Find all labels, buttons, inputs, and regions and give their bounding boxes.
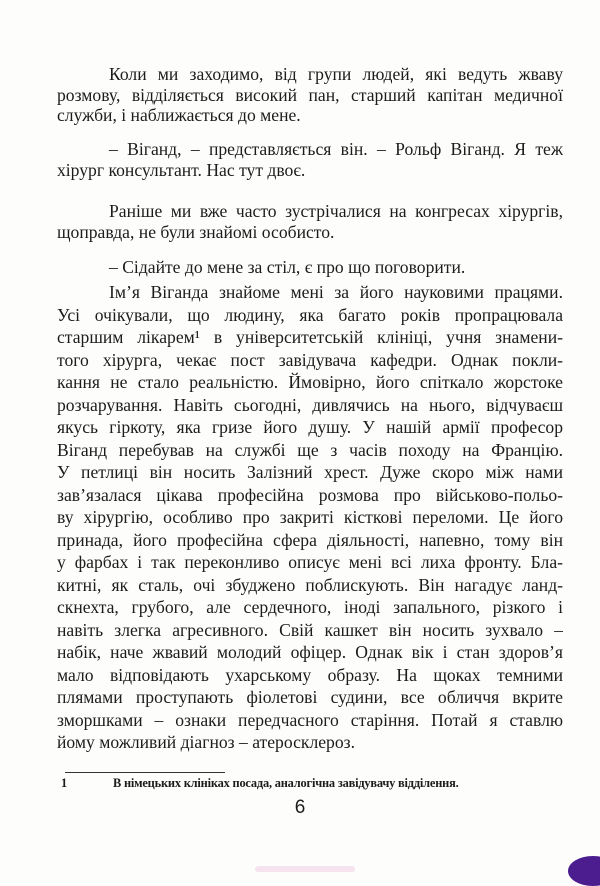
text-line: Раніше ми вже часто зустрічалися на конгресах хірургів, <box>109 201 563 221</box>
text-line: набік, наче жвавий молодий офіцер. Однак вік і стан здоров’я <box>57 642 563 662</box>
text-line: китні, як сталь, очі збуджено поблискують. Він нагадує ланд- <box>57 574 563 595</box>
text-line: йому можливий діагноз – атеросклероз. <box>57 732 355 752</box>
text-line: розчарування. Навіть сьогодні, дивлячись на нього, відчуваєш <box>57 394 563 415</box>
footnote-text: В німецьких клініках посада, аналогічна завідувачу відділення. <box>113 776 459 790</box>
text-line: щоправда, не були знайомі особисто. <box>57 221 335 242</box>
text-line: ву хірургію, особливо про закриті кісткові переломи. Це його <box>57 507 563 527</box>
text-line: хірург консультант. Нас тут двоє. <box>57 159 306 180</box>
paragraph <box>57 201 563 242</box>
paragraph <box>57 281 563 754</box>
text-line: У петлиці він носить Залізний хрест. Дуже скоро між нами <box>57 462 563 482</box>
binder-clip <box>568 856 600 886</box>
text-line: кання не стало реальністю. Ймовірно, його спіткало жорстоке <box>57 372 563 392</box>
paragraph <box>57 64 563 126</box>
text-line: старшим лікарем¹ в університетській клініці, учня знамени- <box>57 327 563 347</box>
text-line: служби, і наближається до мене. <box>57 105 301 126</box>
paragraph <box>57 256 563 279</box>
text-line: навіть злегка агресивного. Свій кашкет він носить зухвало – <box>57 619 563 640</box>
text-line: плямами проступають фіолетові судини, все обличчя вкрите <box>57 687 563 707</box>
text-line: Усі очікували, що людину, яка багато років пропрацювала <box>57 304 563 325</box>
text-line: зморшками – ознаки передчасного старіння. Потай я ставлю <box>57 709 563 730</box>
text-line: мало відповідають ухарському образу. На щоках темними <box>57 664 563 685</box>
footnote-number: 1 <box>61 776 67 790</box>
text-line: у фарбах і так переконливо описує мені всі лиха фронту. Бла- <box>57 552 563 572</box>
text-line: зав’язалася цікава професійна розмова про військово-польо- <box>57 484 563 505</box>
text-line: – Сідайте до мене за стіл, є про що поговорити. <box>109 257 466 277</box>
text-line: скнехта, грубого, але сердечного, іноді запального, різкого і <box>57 597 563 617</box>
text-line: – Віганд, – представляється він. – Рольф Віганд. Я теж <box>109 139 563 159</box>
text-line: Віганд перебував на службі ще з часів походу на Францію. <box>57 439 563 460</box>
text-line: Ім’я Віганда знайоме мені за його науковими працями. <box>109 282 563 302</box>
text-line: Коли ми заходимо, від групи людей, які ведуть жваву <box>109 64 563 84</box>
paragraph <box>57 139 563 180</box>
footnote-divider <box>65 772 225 773</box>
text-line: принада, його професійна сфера діяльності, напевно, тому він <box>57 529 563 550</box>
text-line: того хірурга, чекає пост завідувача кафедри. Однак покли- <box>57 349 563 370</box>
text-line: розмову, відділяється високий пан, старший капітан медичної <box>57 84 563 105</box>
page-number: 6 <box>294 797 306 818</box>
text-line: якусь гіркоту, яка гризе його душу. У нашій армії професор <box>57 417 563 437</box>
scan-smudge <box>255 866 355 872</box>
